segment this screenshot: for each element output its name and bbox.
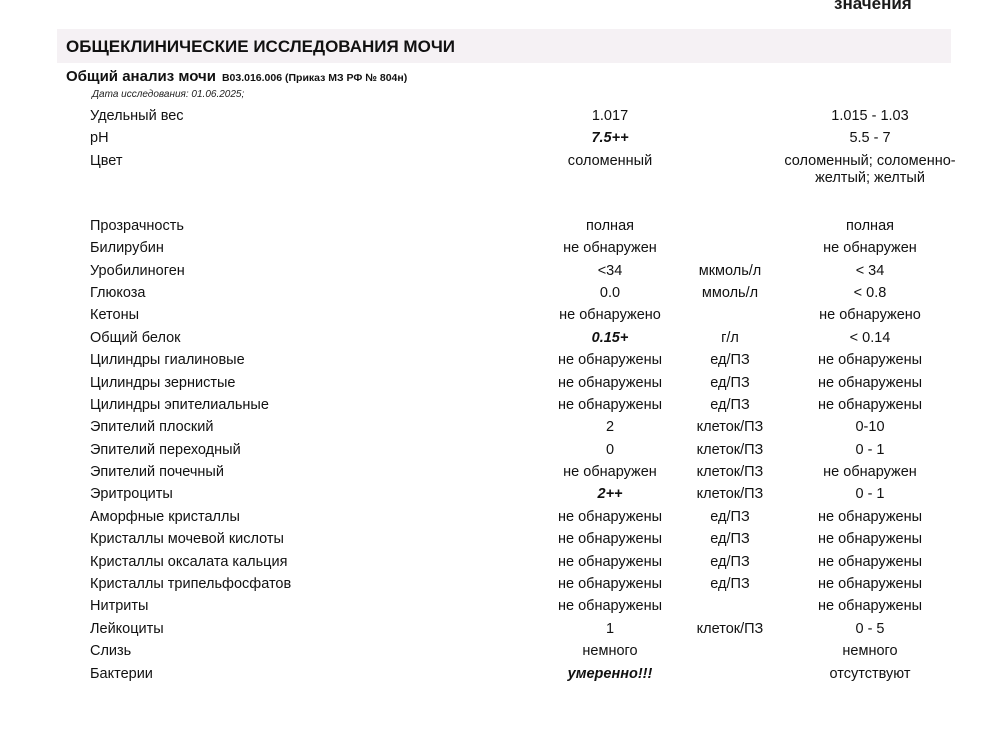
reference-range: 0 - 5 <box>855 620 885 637</box>
analysis-title <box>66 68 407 85</box>
table-row <box>0 621 1000 643</box>
parameter-name: Кристаллы трипельфосфатов <box>90 576 292 593</box>
reference-range: немного <box>842 643 898 660</box>
result-value: 1.017 <box>591 108 629 124</box>
result-value: не обнаружены <box>557 576 663 593</box>
table-row <box>0 442 1000 464</box>
reference-range: полная <box>846 217 894 234</box>
unit: ед/ПЗ <box>710 508 750 525</box>
table-row <box>0 643 1000 665</box>
reference-range: 1.015 - 1.03 <box>831 108 909 124</box>
result-value: полная <box>586 217 634 234</box>
result-value: не обнаружены <box>557 598 663 615</box>
result-value: умеренно!!! <box>567 665 653 682</box>
unit: ед/ПЗ <box>710 352 750 369</box>
parameter-name: Кристаллы оксалата кальция <box>90 553 288 570</box>
parameter-name: Эпителий переходный <box>90 441 241 458</box>
unit: г/л <box>721 329 739 346</box>
result-value: 0.0 <box>599 284 621 301</box>
parameter-name: Бактерии <box>90 665 153 682</box>
result-value: не обнаружены <box>557 396 663 413</box>
reference-range: не обнаружено <box>819 307 921 324</box>
parameter-name: Слизь <box>90 643 132 660</box>
parameter-name: Цилиндры эпителиальные <box>90 396 269 413</box>
table-row <box>0 397 1000 419</box>
table-row <box>0 330 1000 352</box>
table-row <box>0 153 1000 218</box>
unit: клеток/ПЗ <box>696 419 764 436</box>
result-value: 2++ <box>597 486 623 503</box>
results-table <box>0 108 1000 688</box>
table-row <box>0 531 1000 553</box>
table-row <box>0 419 1000 441</box>
unit: клеток/ПЗ <box>696 486 764 503</box>
reference-range: не обнаружены <box>817 576 923 593</box>
result-value: не обнаружены <box>557 508 663 525</box>
parameter-name: Глюкоза <box>90 284 146 301</box>
table-row <box>0 218 1000 240</box>
table-row <box>0 554 1000 576</box>
parameter-name: Цилиндры гиалиновые <box>90 352 245 369</box>
parameter-name: Цвет <box>90 152 123 169</box>
unit: ммоль/л <box>701 284 759 301</box>
reference-range: не обнаружены <box>817 374 923 391</box>
unit: ед/ПЗ <box>710 553 750 570</box>
result-value: не обнаружено <box>559 307 661 324</box>
table-row <box>0 598 1000 620</box>
reference-range: < 34 <box>855 262 885 279</box>
parameter-name: Уробилиноген <box>90 262 185 279</box>
unit: ед/ПЗ <box>710 374 750 391</box>
parameter-name: Эпителий почечный <box>90 464 224 481</box>
reference-range: соломенный; соломенно-желтый; желтый <box>784 152 956 186</box>
reference-range: не обнаружены <box>817 598 923 615</box>
result-value: не обнаружены <box>557 553 663 570</box>
unit: клеток/ПЗ <box>696 464 764 481</box>
table-row <box>0 352 1000 374</box>
table-row <box>0 486 1000 508</box>
reference-range: не обнаружены <box>817 508 923 525</box>
unit: мкмоль/л <box>698 262 762 279</box>
table-row <box>0 240 1000 262</box>
analysis-code: B03.016.006 (Приказ МЗ РФ № 804н) <box>221 72 408 84</box>
result-value: не обнаружен <box>563 240 657 257</box>
reference-range: не обнаружены <box>817 531 923 548</box>
unit: клеток/ПЗ <box>696 620 764 637</box>
parameter-name: Билирубин <box>90 240 164 257</box>
parameter-name: Удельный вес <box>90 108 184 124</box>
reference-range: < 0.14 <box>849 329 891 346</box>
table-row <box>0 108 1000 130</box>
reference-range: 5.5 - 7 <box>849 130 891 147</box>
reference-range: не обнаружены <box>817 396 923 413</box>
parameter-name: Общий белок <box>90 329 181 346</box>
parameter-name: Эпителий плоский <box>90 419 214 436</box>
table-row <box>0 576 1000 598</box>
result-value: не обнаружены <box>557 352 663 369</box>
parameter-name: Лейкоциты <box>90 620 164 637</box>
result-value: не обнаружен <box>563 464 657 481</box>
unit: ед/ПЗ <box>710 531 750 548</box>
table-row <box>0 263 1000 285</box>
section-title: ОБЩЕКЛИНИЧЕСКИЕ ИССЛЕДОВАНИЯ МОЧИ <box>66 37 455 56</box>
reference-range: < 0.8 <box>853 284 887 301</box>
unit: ед/ПЗ <box>710 396 750 413</box>
reference-range: 0-10 <box>855 419 885 436</box>
result-value: <34 <box>597 262 623 279</box>
study-date: Дата исследования: 01.06.2025; <box>92 89 245 100</box>
table-row <box>0 285 1000 307</box>
result-value: 0.15+ <box>591 329 629 346</box>
result-value: 2 <box>605 419 615 436</box>
parameter-name: Нитриты <box>90 598 149 615</box>
unit: ед/ПЗ <box>710 576 750 593</box>
parameter-name: Кристаллы мочевой кислоты <box>90 531 284 548</box>
analysis-name: Общий анализ мочи <box>66 68 216 85</box>
reference-column-label: значения <box>834 0 912 13</box>
reference-range: не обнаружен <box>823 240 917 257</box>
table-row <box>0 666 1000 688</box>
reference-range: 0 - 1 <box>855 486 885 503</box>
parameter-name: Прозрачность <box>90 217 184 234</box>
parameter-name: Цилиндры зернистые <box>90 374 236 391</box>
unit: клеток/ПЗ <box>696 441 764 458</box>
table-row <box>0 375 1000 397</box>
result-value: не обнаружены <box>557 531 663 548</box>
table-row <box>0 509 1000 531</box>
result-value: немного <box>582 643 638 660</box>
result-value: 7.5++ <box>591 130 629 147</box>
reference-range: не обнаружены <box>817 352 923 369</box>
reference-range: 0 - 1 <box>855 441 885 458</box>
table-row <box>0 130 1000 152</box>
parameter-name: Эритроциты <box>90 486 173 503</box>
parameter-name: pH <box>90 130 109 147</box>
reference-range: не обнаружены <box>817 553 923 570</box>
reference-range: не обнаружен <box>823 464 917 481</box>
reference-range: отсутствуют <box>829 665 911 682</box>
result-value: 1 <box>605 620 615 637</box>
parameter-name: Кетоны <box>90 307 140 324</box>
table-row <box>0 307 1000 329</box>
result-value: соломенный <box>567 152 653 169</box>
table-row <box>0 464 1000 486</box>
parameter-name: Аморфные кристаллы <box>90 508 240 525</box>
result-value: 0 <box>605 441 615 458</box>
result-value: не обнаружены <box>557 374 663 391</box>
